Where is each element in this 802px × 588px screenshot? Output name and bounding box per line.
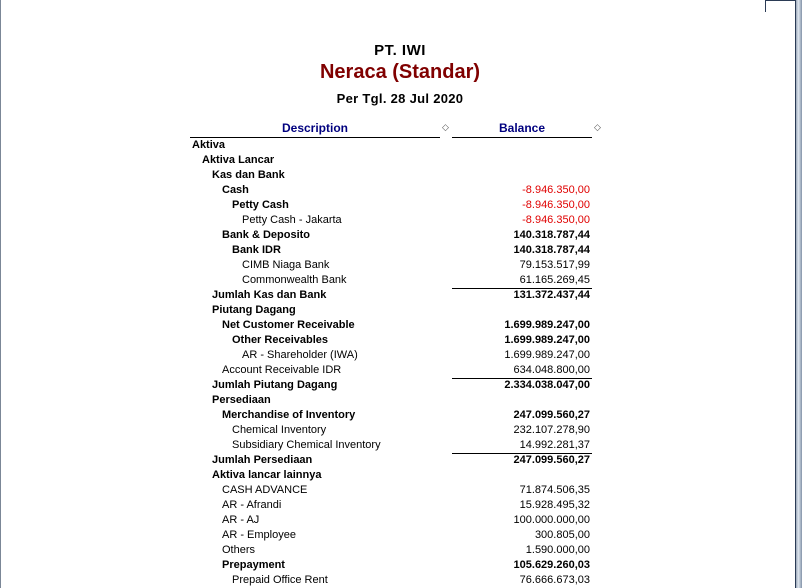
row-description: Account Receivable IDR [222, 364, 342, 376]
row-description: Prepayment [222, 559, 285, 571]
table-row[interactable] [0, 198, 800, 213]
row-balance: 2.334.038.047,00 [504, 379, 590, 391]
row-balance: 131.372.437,44 [513, 289, 590, 301]
table-row[interactable] [0, 153, 800, 168]
row-balance: 76.666.673,03 [519, 574, 590, 586]
row-description: Chemical Inventory [232, 424, 327, 436]
row-balance: 1.699.989.247,00 [504, 349, 590, 361]
row-description: Jumlah Persediaan [212, 454, 313, 466]
row-description: Aktiva Lancar [202, 154, 275, 166]
company-name: PT. IWI [374, 42, 426, 59]
row-balance: 79.153.517,99 [519, 259, 590, 271]
window-corner [766, 0, 796, 12]
table-row[interactable] [0, 303, 800, 318]
row-balance: -8.946.350,00 [522, 184, 590, 196]
sort-balance-icon[interactable]: ◇ [594, 122, 601, 132]
row-description: Aktiva [192, 139, 226, 151]
row-description: Kas dan Bank [212, 169, 285, 181]
table-row[interactable] [0, 183, 800, 198]
row-description: Commonwealth Bank [242, 274, 347, 286]
row-description: Aktiva lancar lainnya [212, 469, 322, 481]
table-row[interactable] [0, 348, 800, 363]
row-description: CASH ADVANCE [222, 484, 308, 496]
row-description: Subsidiary Chemical Inventory [232, 439, 381, 451]
table-row[interactable] [0, 483, 800, 498]
row-description: Piutang Dagang [212, 304, 296, 316]
row-description: AR - Shareholder (IWA) [242, 349, 358, 361]
row-balance: 71.874.506,35 [519, 484, 590, 496]
table-row[interactable] [0, 423, 800, 438]
row-description: Jumlah Piutang Dagang [212, 379, 338, 391]
row-balance: 300.805,00 [534, 529, 590, 541]
table-row[interactable] [0, 273, 800, 288]
row-balance: 1.699.989.247,00 [504, 319, 590, 331]
table-row[interactable] [0, 168, 800, 183]
row-balance: 140.318.787,44 [513, 244, 590, 256]
table-row[interactable] [0, 258, 800, 273]
table-row[interactable] [0, 558, 800, 573]
report-date: Per Tgl. 28 Jul 2020 [336, 91, 464, 106]
row-balance: 232.107.278,90 [513, 424, 590, 436]
row-description: Others [222, 544, 256, 556]
column-header-description[interactable]: Description [281, 121, 348, 135]
report-title: Neraca (Standar) [319, 61, 481, 83]
row-description: Persediaan [212, 394, 271, 406]
row-description: AR - Afrandi [222, 499, 282, 511]
row-description: Prepaid Office Rent [232, 574, 328, 586]
table-row[interactable] [0, 138, 800, 153]
table-row[interactable] [0, 408, 800, 423]
row-balance: 105.629.260,03 [513, 559, 590, 571]
column-header-balance[interactable]: Balance [498, 121, 546, 135]
table-row[interactable] [0, 498, 800, 513]
table-row[interactable] [0, 363, 800, 378]
row-description: Bank IDR [232, 244, 281, 256]
table-row[interactable] [0, 453, 800, 468]
row-description: CIMB Niaga Bank [242, 259, 330, 271]
row-description: Net Customer Receivable [222, 319, 355, 331]
row-balance: 634.048.800,00 [513, 364, 590, 376]
table-row[interactable] [0, 543, 800, 558]
row-description: AR - Employee [222, 529, 296, 541]
row-balance: 140.318.787,44 [513, 229, 590, 241]
row-balance: 100.000.000,00 [513, 514, 590, 526]
row-balance: 1.590.000,00 [525, 544, 590, 556]
row-description: AR - AJ [222, 514, 260, 526]
row-description: Bank & Deposito [222, 229, 311, 241]
table-row[interactable] [0, 333, 800, 348]
table-row[interactable] [0, 573, 800, 588]
table-row[interactable] [0, 378, 800, 393]
row-balance: 1.699.989.247,00 [504, 334, 590, 346]
table-row[interactable] [0, 513, 800, 528]
row-balance: -8.946.350,00 [522, 199, 590, 211]
row-balance: -8.946.350,00 [522, 214, 590, 226]
row-balance: 247.099.560,27 [513, 409, 590, 421]
table-row[interactable] [0, 393, 800, 408]
row-description: Jumlah Kas dan Bank [212, 289, 327, 301]
row-description: Merchandise of Inventory [222, 409, 356, 421]
row-description: Petty Cash [232, 199, 289, 211]
table-row[interactable] [0, 228, 800, 243]
table-row[interactable] [0, 438, 800, 453]
sort-description-icon[interactable]: ◇ [442, 122, 449, 132]
row-description: Petty Cash - Jakarta [242, 214, 342, 226]
table-row[interactable] [0, 528, 800, 543]
table-row[interactable] [0, 213, 800, 228]
row-balance: 247.099.560,27 [513, 454, 590, 466]
table-row[interactable] [0, 243, 800, 258]
table-row[interactable] [0, 318, 800, 333]
row-description: Other Receivables [232, 334, 328, 346]
table-row[interactable] [0, 288, 800, 303]
row-balance: 14.992.281,37 [519, 439, 590, 451]
row-balance: 61.165.269,45 [519, 274, 590, 286]
row-description: Cash [222, 184, 249, 196]
table-row[interactable] [0, 468, 800, 483]
report-rows [0, 138, 800, 588]
row-balance: 15.928.495,32 [519, 499, 590, 511]
